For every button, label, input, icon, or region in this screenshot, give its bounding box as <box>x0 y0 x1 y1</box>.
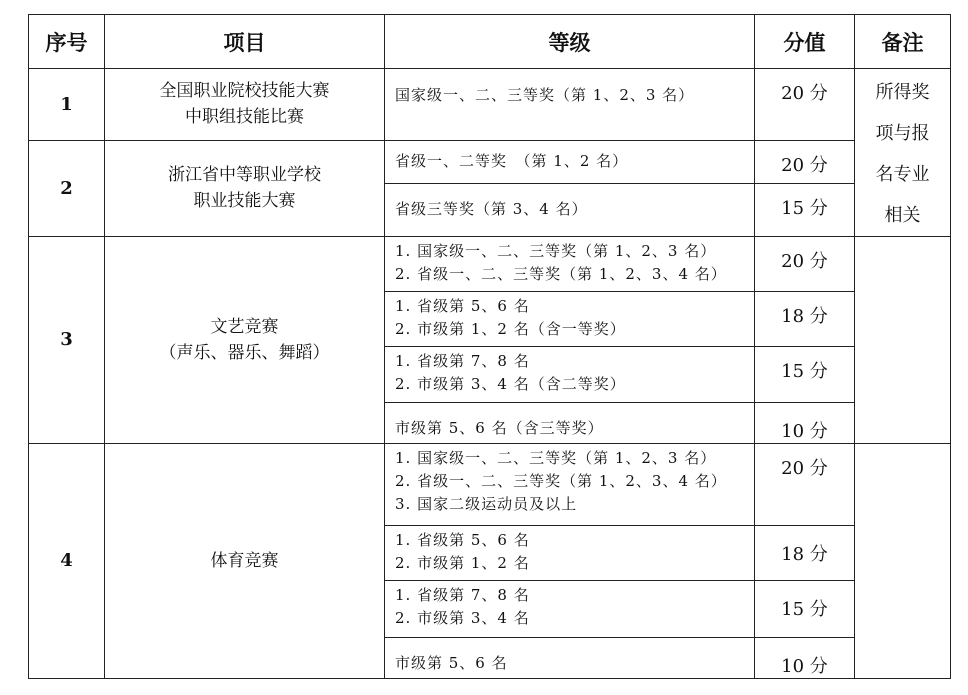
level-line: 省级三等奖（第 3、4 名） <box>395 200 588 219</box>
note-empty-cell <box>855 443 951 678</box>
item-line: 体育竞赛 <box>210 550 279 571</box>
level-line: 3. 国家二级运动员及以上 <box>395 494 578 513</box>
score-cell: 18 分 <box>755 526 855 581</box>
award-score-table <box>28 14 951 679</box>
level-cell <box>385 347 755 402</box>
level-cell <box>385 69 755 140</box>
level-line: 2. 市级第 1、2 名 <box>395 554 530 573</box>
score-cell: 15 分 <box>755 581 855 637</box>
item-cell <box>105 443 385 678</box>
score-cell: 15 分 <box>755 183 855 236</box>
item-line: 中职组技能比赛 <box>185 107 304 128</box>
score-cell: 10 分 <box>755 637 855 678</box>
level-line: 国家级一、二、三等奖（第 1、2、3 名） <box>395 86 695 105</box>
header-score: 分值 <box>755 15 855 69</box>
item-cell <box>105 236 385 443</box>
item-line: （声乐、器乐、舞蹈） <box>159 342 330 363</box>
note-line: 所得奖 <box>875 81 930 103</box>
level-cell <box>385 581 755 637</box>
row-number: 4 <box>29 443 105 678</box>
item-cell <box>105 140 385 236</box>
header-level: 等级 <box>385 15 755 69</box>
note-line: 名专业 <box>875 163 930 185</box>
table-row <box>29 443 951 525</box>
item-line: 浙江省中等职业学校 <box>168 165 321 186</box>
level-line: 1. 省级第 7、8 名 <box>395 352 530 371</box>
score-cell: 18 分 <box>755 292 855 347</box>
level-cell <box>385 637 755 678</box>
header-row <box>29 15 951 69</box>
item-line: 全国职业院校技能大赛 <box>159 81 330 102</box>
level-cell <box>385 236 755 291</box>
level-line: 2. 市级第 3、4 名（含二等奖） <box>395 375 626 394</box>
score-cell: 20 分 <box>755 69 855 140</box>
row-number: 2 <box>29 140 105 236</box>
level-cell <box>385 140 755 183</box>
score-cell: 10 分 <box>755 402 855 443</box>
level-line: 2. 省级一、二、三等奖（第 1、2、3、4 名） <box>395 264 727 283</box>
level-cell <box>385 183 755 236</box>
level-cell <box>385 443 755 525</box>
header-no: 序号 <box>29 15 105 69</box>
level-line: 省级一、二等奖 （第 1、2 名） <box>395 152 629 171</box>
item-line: 文艺竞赛 <box>210 316 279 337</box>
level-line: 1. 省级第 7、8 名 <box>395 586 530 605</box>
table-row <box>29 69 951 140</box>
level-line: 1. 国家级一、二、三等奖（第 1、2、3 名） <box>395 448 717 467</box>
score-cell: 20 分 <box>755 236 855 291</box>
level-line: 1. 省级第 5、6 名 <box>395 297 530 316</box>
item-line: 职业技能大赛 <box>193 191 296 212</box>
table-row <box>29 140 951 183</box>
level-line: 市级第 5、6 名 <box>395 653 508 672</box>
level-cell <box>385 292 755 347</box>
note-empty-cell <box>855 236 951 443</box>
row-number: 3 <box>29 236 105 443</box>
level-line: 2. 市级第 1、2 名（含一等奖） <box>395 320 626 339</box>
score-cell: 15 分 <box>755 347 855 402</box>
row-number: 1 <box>29 69 105 140</box>
score-cell: 20 分 <box>755 443 855 525</box>
level-line: 2. 市级第 3、4 名 <box>395 609 530 628</box>
table-row <box>29 236 951 291</box>
note-line: 项与报 <box>875 122 930 144</box>
item-cell <box>105 69 385 140</box>
note-line: 相关 <box>884 204 921 226</box>
level-line: 市级第 5、6 名（含三等奖） <box>395 418 604 437</box>
level-cell <box>385 402 755 443</box>
level-line: 2. 省级一、二、三等奖（第 1、2、3、4 名） <box>395 471 727 490</box>
level-line: 1. 国家级一、二、三等奖（第 1、2、3 名） <box>395 241 717 260</box>
level-cell <box>385 526 755 581</box>
header-item: 项目 <box>105 15 385 69</box>
score-cell: 20 分 <box>755 140 855 183</box>
note-cell <box>855 69 951 237</box>
level-line: 1. 省级第 5、6 名 <box>395 531 530 550</box>
header-note: 备注 <box>855 15 951 69</box>
